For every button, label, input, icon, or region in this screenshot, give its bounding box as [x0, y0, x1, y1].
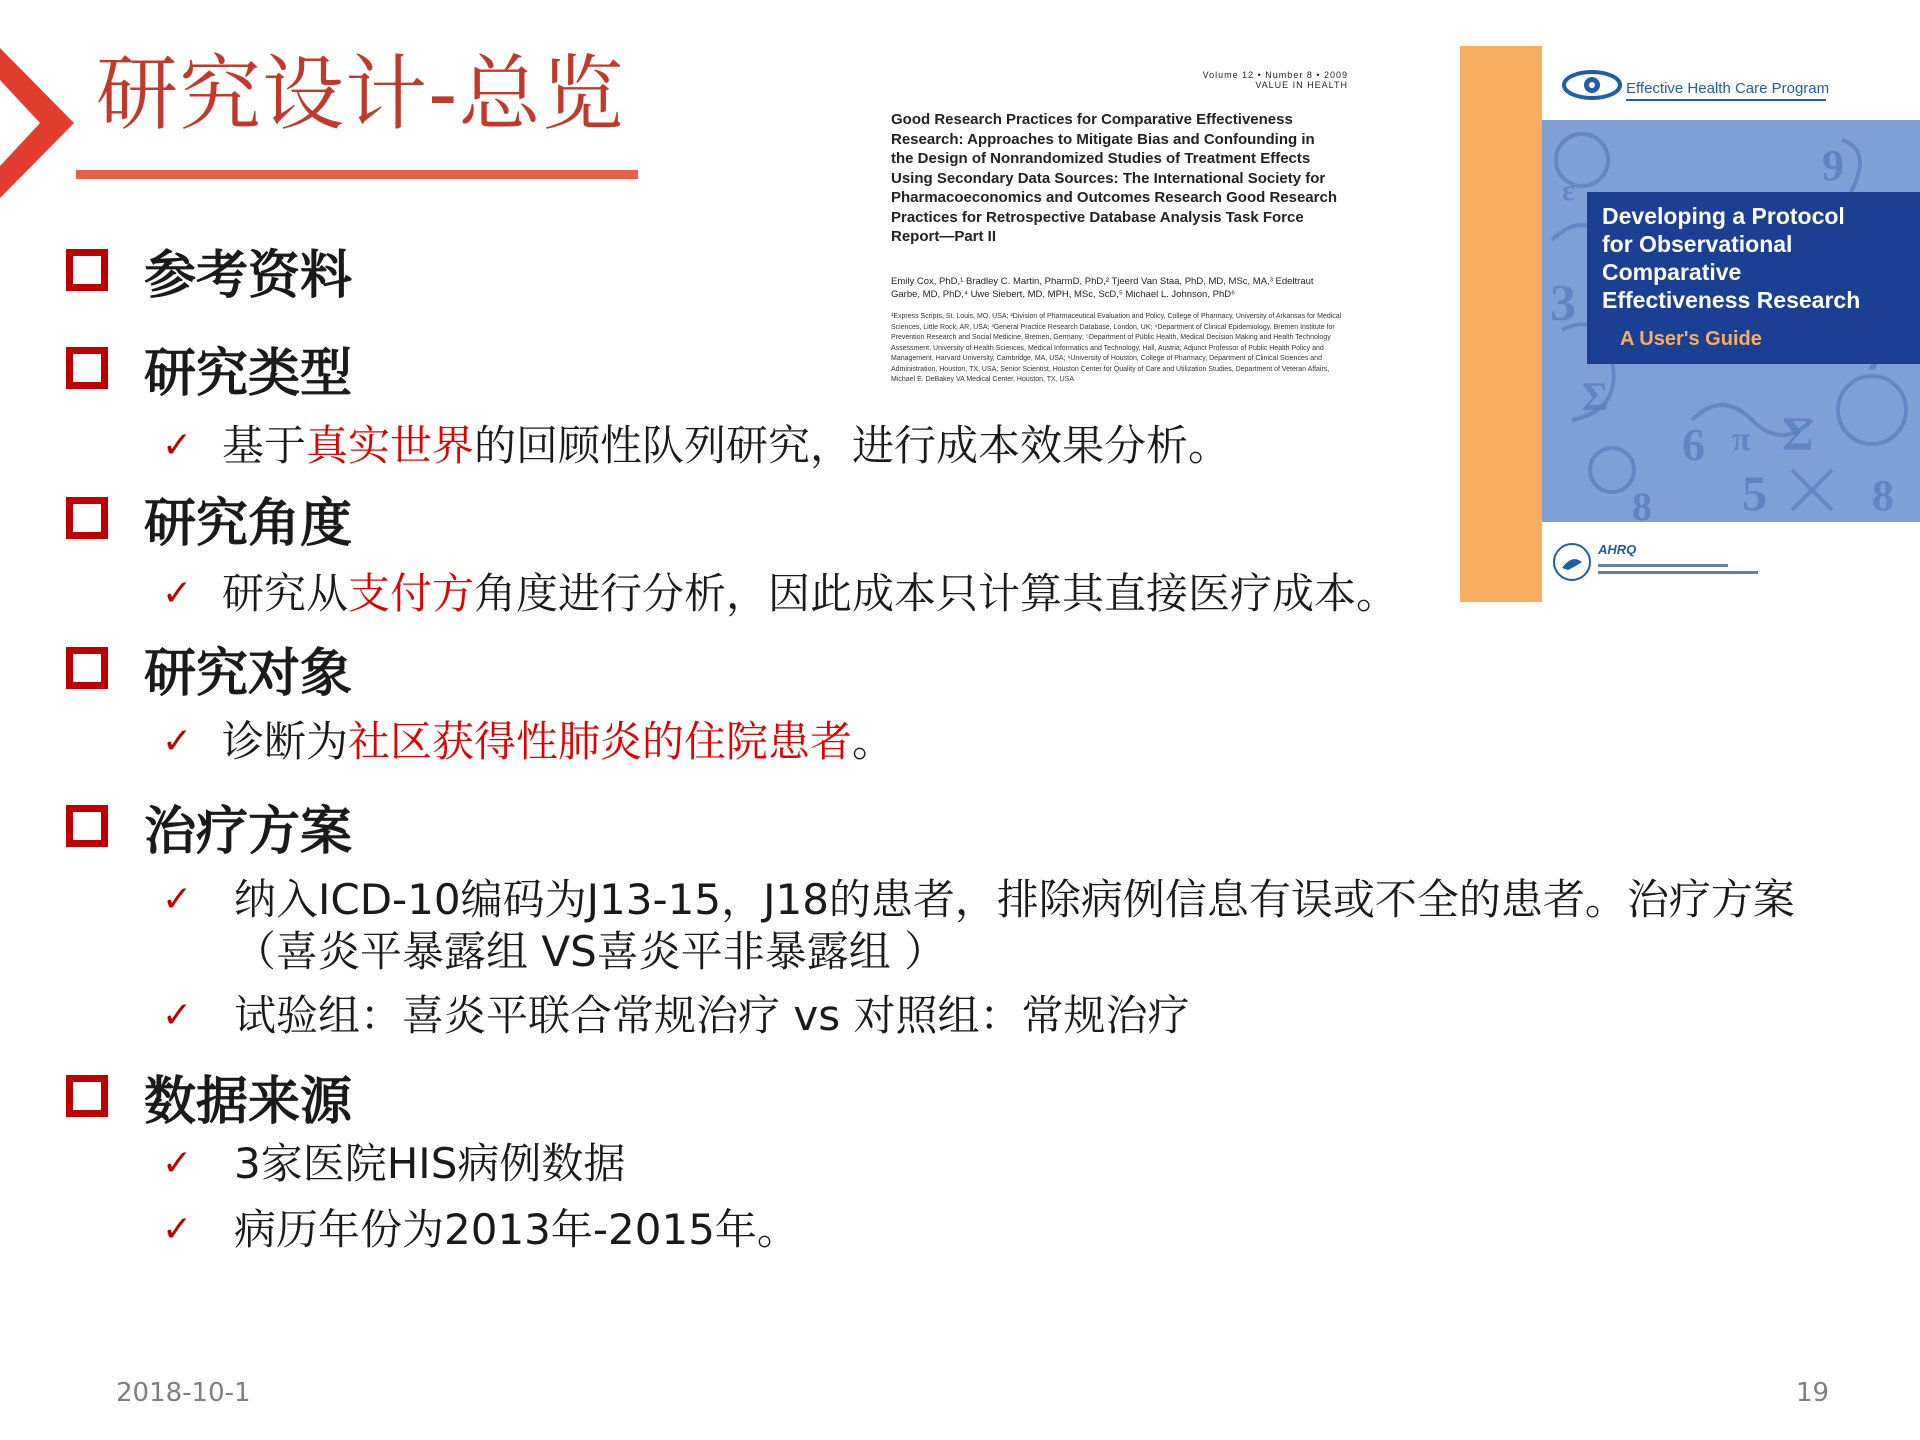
- book-title: Developing a Protocol for Observational Comparative Effectiveness Research: [1602, 203, 1861, 313]
- svg-text:8: 8: [1872, 471, 1894, 520]
- heading-text: 治疗方案: [144, 801, 353, 862]
- heading-text: 研究对象: [144, 643, 353, 704]
- slide-title: 研究设计-总览: [96, 47, 625, 142]
- book-art: [1542, 120, 1920, 522]
- svg-text:Σ: Σ: [1582, 374, 1609, 419]
- heading-data-source: [66, 1064, 353, 1132]
- checkmark-icon: ✓: [162, 1143, 193, 1184]
- book-program-name: Effective Health Care Program: [1626, 80, 1830, 97]
- highlight-text: 社区获得性肺炎的住院患者: [348, 717, 853, 766]
- square-bullet-icon: [66, 347, 108, 389]
- svg-text:5: 5: [1742, 465, 1767, 521]
- ahrq-tagline-lines: [1598, 562, 1798, 582]
- svg-text:6: 6: [1682, 419, 1705, 470]
- bullet-treatment-inclusion-cont: [234, 926, 946, 978]
- bullet-text: 基于真实世界的回顾性队列研究，进行成本效果分析。: [222, 421, 1231, 470]
- paper-affiliations: ¹Express Scripts, St. Louis, MO, USA; ²Division of Pharmaceutical Evaluation and Policy, College of Pharmacy, University of Arkansas for Medical Sciences, Little Rock, AR, USA; ³General Practice Research Database, London, UK; ⁴Department of Clinical Epidemiology, Bremen Institute for Prevention Research and Social Medicine, Bremen, Germany; ⁵Department of Public Health, Medical Decision Making and Health Technology Assessment, University of Health Sciences, Medical Informatics and Technology, Hall, Austria; Adjunct Professor of Public Health Policy and Management, Harvard University, Cambridge, MA, USA; ⁶University of Houston, College of Pharmacy, Department of Clinical Sciences and Administration, Houston, TX, USA; Senior Scientist, Houston Center for Quality of Care and Utilization Studies, Department of Veteran Affairs, Michael E. DeBakey VA Medical Center, Houston, TX, USA: [891, 313, 1342, 383]
- heading-treatment: [66, 794, 353, 862]
- heading-text: 研究角度: [144, 493, 353, 554]
- page-number: 19: [1796, 1378, 1830, 1408]
- highlight-text: 真实世界: [306, 421, 475, 470]
- square-bullet-icon: [66, 249, 108, 291]
- book-subtitle: A User's Guide: [1620, 328, 1762, 350]
- bullet-text: 试验组：喜炎平联合常规治疗 vs 对照组：常规治疗: [234, 991, 1190, 1040]
- checkmark-icon: ✓: [162, 573, 193, 614]
- heading-study-type: [66, 336, 353, 404]
- heading-text: 参考资料: [144, 245, 353, 306]
- checkmark-icon: ✓: [162, 721, 193, 762]
- book-title-box: [1587, 192, 1920, 364]
- paper-journal: Volume 12 • Number 8 • 2009 VALUE IN HEALTH: [1202, 70, 1348, 90]
- heading-text: 研究类型: [144, 343, 353, 404]
- checkmark-icon: ✓: [162, 995, 193, 1036]
- checkmark-icon: ✓: [162, 879, 193, 920]
- svg-text:ε: ε: [1562, 174, 1575, 207]
- reference-book-cover: [1460, 46, 1920, 602]
- bullet-text: 纳入ICD-10编码为J13-15，J18的患者，排除病例信息有误或不全的患者。治疗方案: [234, 875, 1795, 924]
- svg-text:Σ: Σ: [1782, 408, 1814, 461]
- square-bullet-icon: [66, 647, 108, 689]
- bullet-text: 病历年份为2013年-2015年。: [234, 1205, 799, 1254]
- book-spine: [1460, 46, 1542, 602]
- title-underline: [76, 170, 638, 179]
- eye-logo-icon: [1562, 68, 1622, 102]
- square-bullet-icon: [66, 497, 108, 539]
- bullet-text: 研究从支付方角度进行分析，因此成本只计算其直接医疗成本。: [222, 569, 1399, 618]
- svg-text:9: 9: [1822, 141, 1844, 190]
- svg-text:3: 3: [1550, 275, 1576, 332]
- heading-references: [66, 238, 353, 306]
- hhs-seal-icon: [1552, 542, 1592, 582]
- slide-date: 2018-10-1: [116, 1378, 251, 1408]
- reference-paper-image: [880, 70, 1360, 390]
- book-footer: [1542, 522, 1920, 602]
- book-front: [1542, 46, 1920, 602]
- checkmark-icon: ✓: [162, 1209, 193, 1250]
- book-header: [1542, 46, 1920, 120]
- heading-text: 数据来源: [144, 1071, 353, 1132]
- bullet-text: 3家医院HIS病例数据: [234, 1139, 626, 1188]
- bullet-text: 诊断为社区获得性肺炎的住院患者。: [222, 717, 895, 766]
- book-program-underline: [1626, 99, 1826, 101]
- highlight-text: 支付方: [348, 569, 475, 618]
- square-bullet-icon: [66, 1075, 108, 1117]
- ahrq-logo: AHRQ: [1598, 542, 1798, 582]
- heading-perspective: [66, 486, 353, 554]
- svg-text:8: 8: [1632, 484, 1652, 522]
- paper-authors: Emily Cox, PhD,¹ Bradley C. Martin, PharmD, PhD,² Tjeerd Van Staa, PhD, MD, MSc, MA,³ Edeltraut Garbe, MD, PhD,⁴ Uwe Siebert, MD, MPH, MSc, ScD,⁵ Michael L. Johnson, PhD⁶: [891, 276, 1314, 300]
- svg-text:π: π: [1732, 421, 1751, 458]
- square-bullet-icon: [66, 805, 108, 847]
- heading-subjects: [66, 636, 353, 704]
- chevron-icon: [0, 48, 74, 198]
- bullet-text: （喜炎平暴露组 VS喜炎平非暴露组 ）: [234, 927, 947, 976]
- checkmark-icon: ✓: [162, 425, 193, 466]
- paper-title: Good Research Practices for Comparative Effectiveness Research: Approaches to Mitigate Bias and Confounding in the Design of Nonrandomized Studies of Treatment Effects Using Secondary Data Sources: The International Society for Pharmacoeconomics and Outcomes Research Good Research Practices for Retrospective Database Analysis Task Force Report—Part II: [891, 111, 1337, 245]
